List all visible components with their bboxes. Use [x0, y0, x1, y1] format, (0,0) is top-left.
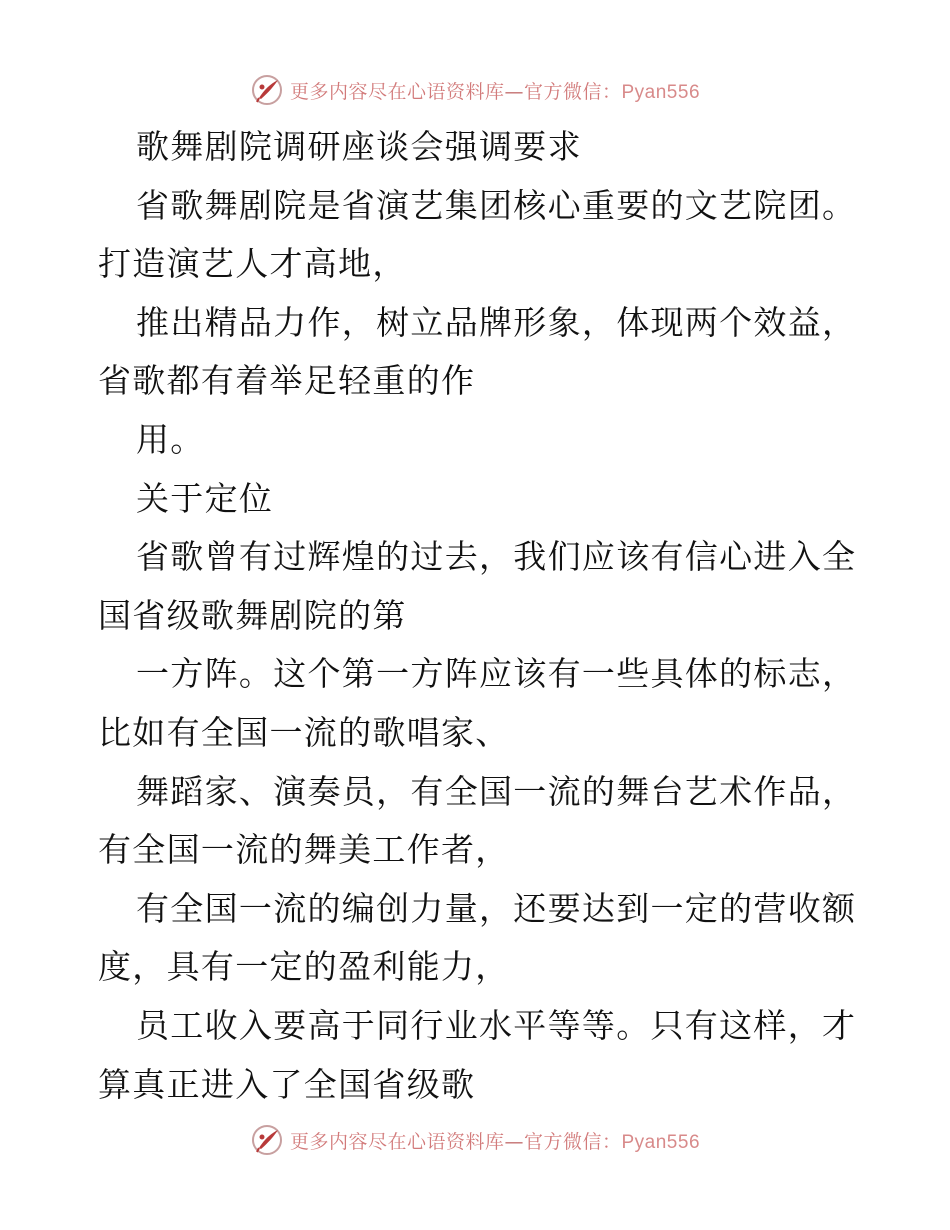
watermark-separator: — [504, 1130, 524, 1153]
doc-line: 度，具有一定的盈利能力， [98, 947, 510, 987]
watermark-suffix: 官方微信： [523, 1130, 622, 1153]
quill-logo-icon [250, 1123, 284, 1157]
watermark-text: 更多内容尽在心语资料库 [289, 80, 505, 103]
watermark-separator: — [504, 80, 524, 103]
doc-line: 推出精品力作，树立品牌形象，体现两个效益， [136, 302, 857, 342]
doc-line: 省歌舞剧院是省演艺集团核心重要的文艺院团。 [136, 185, 857, 225]
doc-line: 比如有全国一流的歌唱家、 [98, 712, 510, 752]
doc-line: 国省级歌舞剧院的第 [98, 595, 407, 635]
watermark-account: Pyan556 [621, 1131, 701, 1153]
doc-line: 打造演艺人才高地， [98, 244, 407, 284]
watermark-text: 更多内容尽在心语资料库 [289, 1130, 505, 1153]
footer-watermark [0, 1120, 950, 1160]
doc-title-line: 歌舞剧院调研座谈会强调要求 [136, 127, 582, 166]
document-body [98, 118, 858, 1114]
doc-line: 有全国一流的舞美工作者， [98, 830, 510, 870]
doc-line: 用。 [136, 419, 205, 459]
quill-logo-icon [250, 73, 284, 107]
doc-section-heading: 关于定位 [136, 478, 274, 518]
doc-line: 员工收入要高于同行业水平等等。只有这样，才 [136, 1005, 857, 1045]
watermark-suffix: 官方微信： [523, 80, 622, 103]
doc-line: 一方阵。这个第一方阵应该有一些具体的标志， [136, 654, 857, 694]
doc-line: 舞蹈家、演奏员，有全国一流的舞台艺术作品， [136, 771, 857, 811]
doc-line: 算真正进入了全国省级歌 [98, 1064, 476, 1104]
header-watermark [0, 70, 950, 110]
watermark-account: Pyan556 [621, 81, 701, 103]
doc-line: 省歌曾有过辉煌的过去，我们应该有信心进入全 [136, 537, 857, 577]
doc-line: 有全国一流的编创力量，还要达到一定的营收额 [136, 888, 857, 928]
doc-line: 省歌都有着举足轻重的作 [98, 361, 476, 401]
